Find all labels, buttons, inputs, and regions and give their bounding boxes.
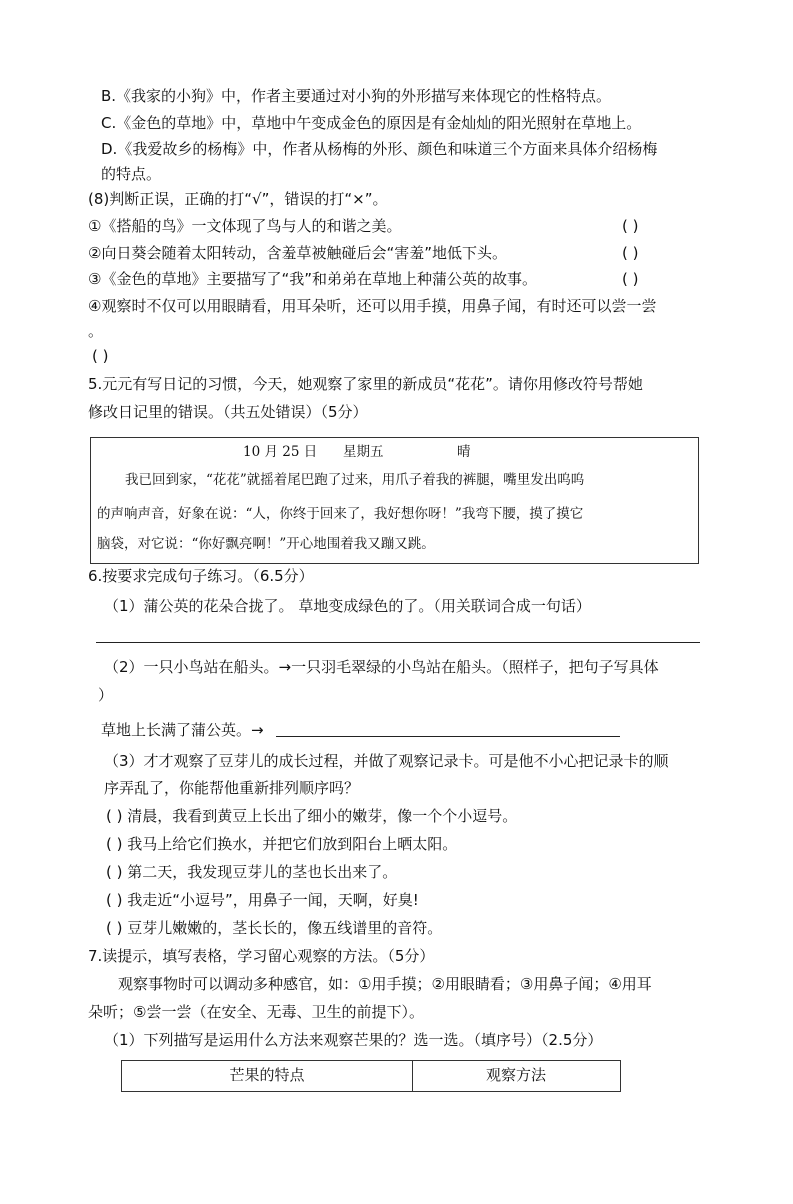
diary-date: 10 月 25 日	[243, 444, 318, 460]
table-header-method: 观察方法	[485, 1066, 546, 1084]
answer-line-1[interactable]	[96, 642, 700, 643]
order-item-5[interactable]: ( ) 豆芽儿嫩嫩的，茎长长的，像五线谱里的音符。	[106, 919, 443, 937]
diary-weekday: 星期五	[343, 444, 384, 460]
diary-weather: 晴	[457, 444, 471, 460]
q7-title: 7.读提示，填写表格，学习留心观察的方法。（5分）	[88, 947, 435, 965]
q8-item-2-answer[interactable]: ( )	[622, 244, 639, 262]
order-item-1[interactable]: ( ) 清晨，我看到黄豆上长出了细小的嫩芽，像一个个小逗号。	[106, 807, 518, 825]
q7-hint-line1: 观察事物时可以调动多种感官，如：①用手摸；②用眼睛看；③用鼻子闻；④用耳	[118, 975, 652, 993]
q7-hint-line2: 朵听；⑤尝一尝（在安全、无毒、卫生的前提下）。	[88, 1003, 424, 1021]
q6-sentence-3-line2: 序弄乱了，你能帮他重新排列顺序吗？	[104, 779, 360, 797]
diary-line2: 的声响声音，好象在说：“人，你终于回来了，我好想你呀！”我弯下腰，摸了摸它	[97, 506, 584, 522]
q6-sentence-2-line2: ）	[98, 686, 114, 704]
order-item-3[interactable]: ( ) 第二天，我发现豆芽儿的茎也长出来了。	[106, 863, 398, 881]
q8-item-4-answer[interactable]: ( )	[92, 347, 109, 365]
diary-box	[90, 437, 699, 564]
q8-prompt: (8)判断正误，正确的打“√”，错误的打“×”。	[88, 190, 388, 208]
q8-item-3-answer[interactable]: ( )	[622, 270, 639, 288]
q8-item-4-line1: ④观察时不仅可以用眼睛看，用耳朵听，还可以用手摸，用鼻子闻，有时还可以尝一尝	[88, 297, 657, 315]
order-item-4[interactable]: ( ) 我走近“小逗号”，用鼻子一闻，天啊，好臭!	[106, 891, 419, 909]
q8-item-1: ①《搭船的鸟》一文体现了鸟与人的和谐之美。	[88, 217, 402, 235]
q7-sub1: （1）下列描写是运用什么方法来观察芒果的？选一选。（填序号）（2.5分）	[104, 1031, 603, 1049]
q8-item-4-line2: 。	[88, 322, 104, 340]
answer-line-2[interactable]	[276, 736, 620, 737]
q5-line2: 修改日记里的错误。（共五处错误）（5分）	[88, 403, 368, 421]
order-item-2[interactable]: ( ) 我马上给它们换水，并把它们放到阳台上晒太阳。	[106, 835, 458, 853]
q6-sentence-2-line1: （2）一只小鸟站在船头。→一只羽毛翠绿的小鸟站在船头。（照样子，把句子写具体	[104, 658, 659, 676]
q8-item-2: ②向日葵会随着太阳转动，含羞草被触碰后会“害羞”地低下头。	[88, 244, 507, 262]
option-c: C.《金色的草地》中，草地中午变成金色的原因是有金灿灿的阳光照射在草地上。	[101, 114, 642, 132]
q6-title: 6.按要求完成句子练习。（6.5分）	[88, 567, 314, 585]
option-b: B.《我家的小狗》中，作者主要通过对小狗的外形描写来体现它的性格特点。	[101, 87, 612, 105]
q8-item-3: ③《金色的草地》主要描写了“我”和弟弟在草地上种蒲公英的故事。	[88, 270, 537, 288]
option-d-line1: D.《我爱故乡的杨梅》中，作者从杨梅的外形、颜色和味道三个方面来具体介绍杨梅	[101, 140, 658, 158]
q8-item-1-answer[interactable]: ( )	[622, 217, 639, 235]
diary-line3: 脑袋，对它说：“你好飘亮啊！”开心地围着我又蹦又跳。	[97, 536, 435, 552]
q5-line1: 5.元元有写日记的习惯，今天，她观察了家里的新成员“花花”。请你用修改符号帮她	[88, 375, 643, 393]
q6-sentence-2-prompt: 草地上长满了蒲公英。→	[101, 721, 264, 739]
q6-sentence-3-line1: （3）才才观察了豆芽儿的成长过程，并做了观察记录卡。可是他不小心把记录卡的顺	[104, 752, 669, 770]
q6-sentence-1: （1）蒲公英的花朵合拢了。 草地变成绿色的了。（用关联词合成一句话）	[104, 597, 591, 615]
table-header-feature: 芒果的特点	[229, 1066, 305, 1084]
mango-table	[121, 1060, 621, 1092]
diary-line1: 我已回到家，“花花”就摇着尾巴跑了过来，用爪子着我的裤腿，嘴里发出呜呜	[125, 472, 585, 488]
option-d-line2: 的特点。	[101, 165, 162, 183]
